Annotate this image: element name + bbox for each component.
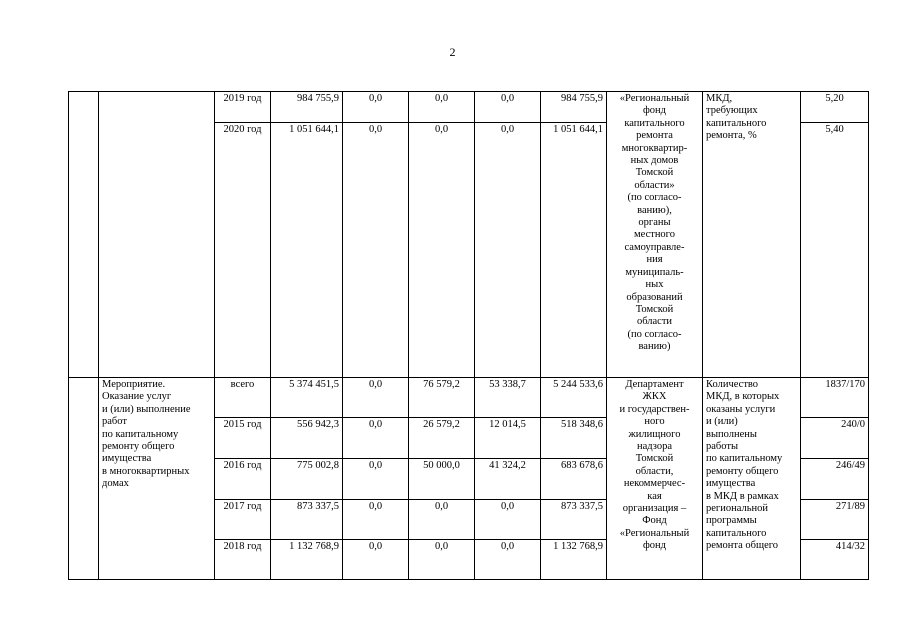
total-cell: 5 374 451,5 <box>271 378 343 418</box>
measure-cell <box>99 92 215 378</box>
regional-cell: 76 579,2 <box>409 378 475 418</box>
regional-cell: 26 579,2 <box>409 418 475 459</box>
regional-cell: 50 000,0 <box>409 459 475 500</box>
federal-cell: 0,0 <box>343 378 409 418</box>
indicator-cell: МКД, требующих капитального ремонта, % <box>703 92 801 378</box>
local-cell: 0,0 <box>475 540 541 580</box>
regional-cell: 0,0 <box>409 540 475 580</box>
executor-cell: «Региональный фонд капитального ремонта многоквартир- ных домов Томской области» (по согласо- ванию), органы местного самоуправле- ния муниципаль- ных образований Томской области (по согласо- ванию) <box>607 92 703 378</box>
local-cell: 12 014,5 <box>475 418 541 459</box>
extra-budget-cell: 5 244 533,6 <box>541 378 607 418</box>
indicator-value-cell: 1837/170 <box>801 378 869 418</box>
total-cell: 984 755,9 <box>271 92 343 123</box>
table-row <box>69 378 869 418</box>
table-row <box>69 92 869 123</box>
federal-cell: 0,0 <box>343 540 409 580</box>
regional-cell: 0,0 <box>409 92 475 123</box>
row-number-cell <box>69 92 99 378</box>
executor-cell: Департамент ЖКХ и государствен- ного жилищного надзора Томской области, некоммерчес- кая организация – Фонд «Региональный фонд <box>607 378 703 580</box>
extra-budget-cell: 984 755,9 <box>541 92 607 123</box>
extra-budget-cell: 1 132 768,9 <box>541 540 607 580</box>
year-cell: 2016 год <box>215 459 271 500</box>
federal-cell: 0,0 <box>343 418 409 459</box>
local-cell: 0,0 <box>475 92 541 123</box>
local-cell: 0,0 <box>475 500 541 540</box>
program-table <box>68 91 869 580</box>
measure-cell: Мероприятие. Оказание услуг и (или) выполнение работ по капитальному ремонту общего имущества в многоквартирных домах <box>99 378 215 580</box>
federal-cell: 0,0 <box>343 500 409 540</box>
total-cell: 775 002,8 <box>271 459 343 500</box>
total-cell: 1 132 768,9 <box>271 540 343 580</box>
federal-cell: 0,0 <box>343 123 409 378</box>
regional-cell: 0,0 <box>409 500 475 540</box>
regional-cell: 0,0 <box>409 123 475 378</box>
total-cell: 556 942,3 <box>271 418 343 459</box>
indicator-value-cell: 240/0 <box>801 418 869 459</box>
indicator-value-cell: 271/89 <box>801 500 869 540</box>
extra-budget-cell: 873 337,5 <box>541 500 607 540</box>
local-cell: 0,0 <box>475 123 541 378</box>
indicator-value-cell: 246/49 <box>801 459 869 500</box>
total-cell: 873 337,5 <box>271 500 343 540</box>
extra-budget-cell: 1 051 644,1 <box>541 123 607 378</box>
year-cell: 2015 год <box>215 418 271 459</box>
year-cell: всего <box>215 378 271 418</box>
page-number: 2 <box>449 45 456 59</box>
indicator-value-cell: 414/32 <box>801 540 869 580</box>
indicator-cell: Количество МКД, в которых оказаны услуги и (или) выполнены работы по капитальному ремонту общего имущества в МКД в рамках региональной программы капитального ремонта общего <box>703 378 801 580</box>
year-cell: 2020 год <box>215 123 271 378</box>
indicator-value-cell: 5,40 <box>801 123 869 378</box>
extra-budget-cell: 518 348,6 <box>541 418 607 459</box>
federal-cell: 0,0 <box>343 459 409 500</box>
extra-budget-cell: 683 678,6 <box>541 459 607 500</box>
total-cell: 1 051 644,1 <box>271 123 343 378</box>
row-number-cell <box>69 378 99 580</box>
local-cell: 41 324,2 <box>475 459 541 500</box>
indicator-value-cell: 5,20 <box>801 92 869 123</box>
year-cell: 2017 год <box>215 500 271 540</box>
federal-cell: 0,0 <box>343 92 409 123</box>
year-cell: 2018 год <box>215 540 271 580</box>
year-cell: 2019 год <box>215 92 271 123</box>
local-cell: 53 338,7 <box>475 378 541 418</box>
